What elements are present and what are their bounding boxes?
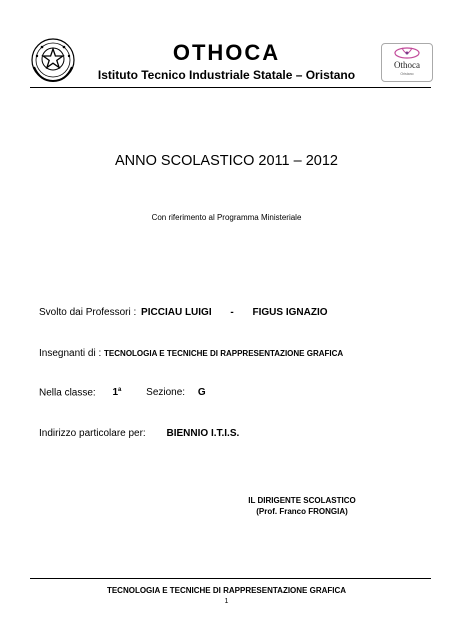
sezione-label: Sezione: [146,387,186,399]
header-divider [30,87,431,88]
logo-text: Othoca [394,60,420,70]
page-number: 1 [224,598,229,605]
footer-divider [30,578,431,579]
dirigente-block [232,495,372,517]
dirigente-name: (Prof. Franco FRONGIA) [256,507,348,516]
institute-subtitle: Istituto Tecnico Industriale Statale – Oristano [97,68,356,82]
page-title: OTHOCA [172,40,281,65]
insegnanti-row [39,348,343,359]
professori-separator: - [230,307,234,318]
classe-row [39,387,206,398]
footer-title: TECNOLOGIA E TECNICHE DI RAPPRESENTAZIONE GRAFICA [106,586,347,595]
professore-name-1: PICCIAU LUIGI [141,307,212,318]
professore-name-2: FIGUS IGNAZIO [252,307,328,318]
sezione-value: G [197,387,206,399]
classe-label: Nella classe: [39,387,96,399]
professori-label: Svolto dai Professori : [39,307,137,318]
dirigente-title: IL DIRIGENTE SCOLASTICO [248,496,356,505]
logo-subtext: Oristano [400,72,414,76]
classe-value: 1 [112,387,119,399]
classe-superscript: a [118,387,122,393]
school-year: ANNO SCOLASTICO 2011 – 2012 [115,153,338,169]
indirizzo-row [39,428,239,439]
indirizzo-value: BIENNIO I.T.I.S. [166,428,240,439]
reference-note: Con riferimento al Programma Ministeriale [151,213,302,222]
indirizzo-label: Indirizzo particolare per: [39,428,146,439]
insegnanti-label: Insegnanti di : [39,348,102,359]
insegnanti-value: TECNOLOGIA E TECNICHE DI RAPPRESENTAZIONE GRAFICA [104,349,344,358]
professori-row [39,307,328,318]
